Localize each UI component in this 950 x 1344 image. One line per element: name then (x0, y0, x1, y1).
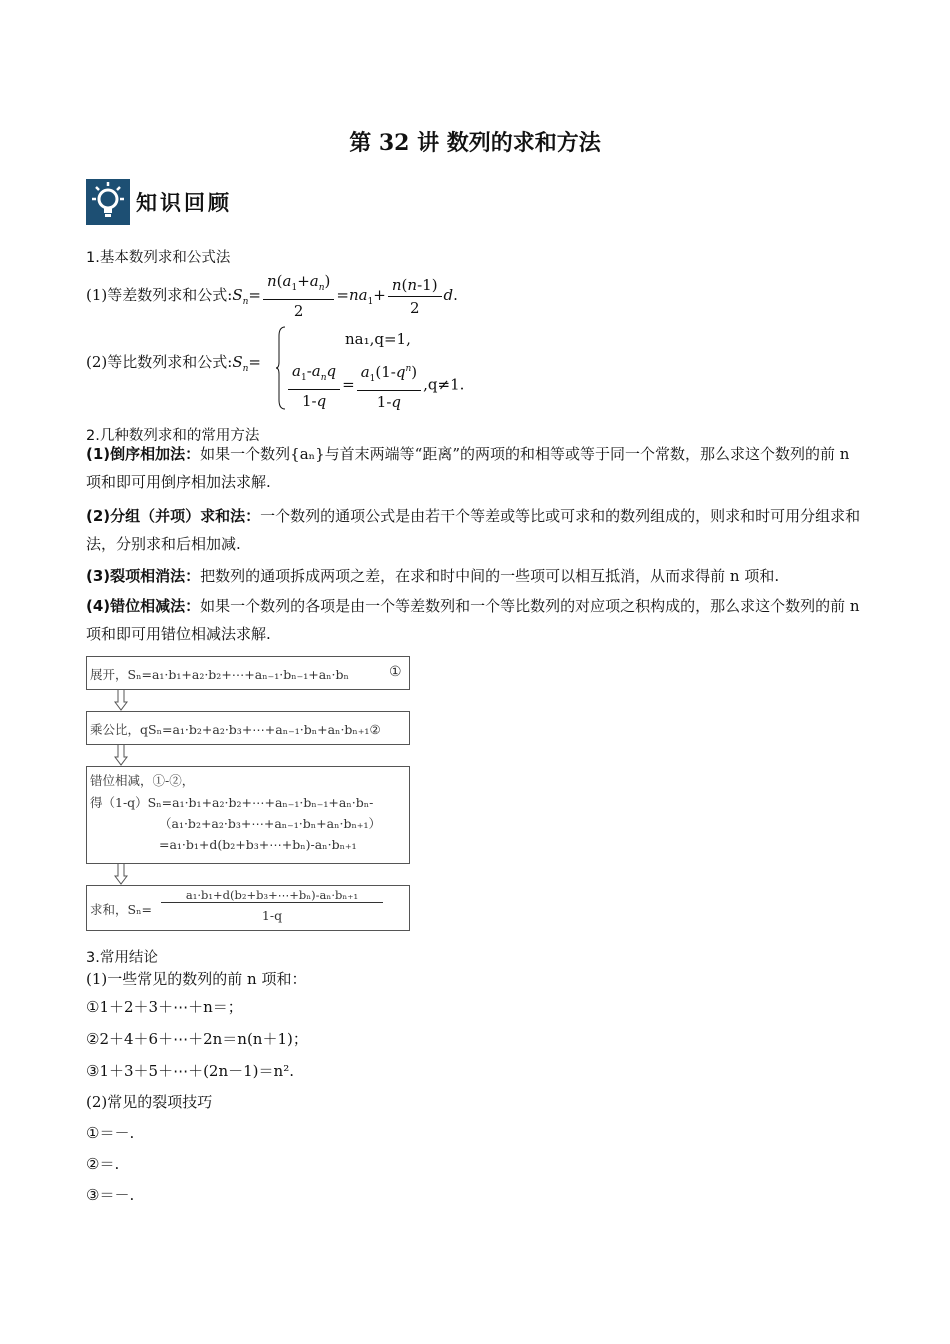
split-tips-intro: (2)常见的裂项技巧 (86, 1093, 213, 1111)
method-group-sum (86, 502, 866, 558)
flow-box4-denominator: 1-q (261, 908, 283, 923)
flow-box-expand (86, 656, 410, 690)
method-reverse-add (86, 440, 866, 496)
section-banner (86, 178, 232, 226)
method-shift-subtract (86, 592, 866, 648)
split-tip-3: ③＝－. (86, 1186, 135, 1204)
flow-box3-line2: 得（1-q）Sₙ=a₁·b₁+a₂·b₂+⋯+aₙ₋₁·bₙ₋₁+aₙ·bₙ- (90, 795, 374, 810)
flow-box-result (86, 885, 410, 931)
method4-text: 如果一个数列的各项是由一个等差数列和一个等比数列的对应项之积构成的，那么求这个数列的前 n 项和即可用错位相减法求解. (86, 597, 860, 643)
flow-box-multiply (86, 711, 410, 745)
down-arrow-icon (114, 863, 128, 885)
sum-natural: ①1＋2＋3＋⋯＋n＝； (86, 998, 243, 1016)
arith-prefix: (1)等差数列求和公式: (86, 286, 233, 304)
sum-even: ②2＋4＋6＋⋯＋2n＝n(n＋1)； (86, 1030, 308, 1048)
banner-label: 知识回顾 (136, 191, 232, 215)
section1-heading: 1.基本数列求和公式法 (86, 250, 231, 266)
flow-box3-line4: =a₁·b₁+d(b₂+b₃+⋯+bₙ)-aₙ·bₙ₊₁ (159, 837, 357, 852)
common-sums-intro: (1)一些常见的数列的前 n 项和： (86, 970, 307, 988)
flow-box1-mark: ① (389, 664, 402, 680)
flow-box4-numerator: a₁·b₁+d(b₂+b₃+⋯+bₙ)-aₙ·bₙ₊₁ (161, 888, 383, 903)
flow-box4-prefix: 求和，Sₙ= (90, 902, 152, 917)
flow-box-subtract (86, 766, 410, 864)
flow-box1-text: 展开，Sₙ=a₁·b₁+a₂·b₂+⋯+aₙ₋₁·bₙ₋₁+aₙ·bₙ (90, 667, 349, 682)
split-tip-2: ②＝. (86, 1155, 120, 1173)
down-arrow-icon (114, 689, 128, 711)
lightbulb-icon (86, 179, 130, 225)
flow-box3-line3: （a₁·b₂+a₂·b₃+⋯+aₙ₋₁·bₙ+aₙ·bₙ₊₁） (159, 816, 381, 831)
method2-label: (2)分组（并项）求和法： (86, 507, 261, 525)
method4-label: (4)错位相减法： (86, 597, 201, 615)
method3-label: (3)裂项相消法： (86, 567, 201, 585)
down-arrow-icon (114, 744, 128, 766)
method2-text: 一个数列的通项公式是由若干个等差或等比或可求和的数列组成的，则求和时可用分组求和法，分别求和后相加减. (86, 507, 861, 553)
geo-sum-prefix: (2)等比数列求和公式$:S_n=$ (86, 353, 261, 374)
sum-odd: ③1＋3＋5＋⋯＋(2n－1)＝n². (86, 1062, 294, 1080)
arith-sum-formula: (1)等差数列求和公式$:S_n=$ $\frac{n(a_1+a_n)}{2}$ $=na_1+$ $\frac{n(n-1)}{2}$ d. (86, 272, 458, 320)
method1-label: (1)倒序相加法： (86, 445, 201, 463)
section2-heading: 2.几种数列求和的常用方法 (86, 428, 260, 444)
split-tip-1: ①＝－. (86, 1124, 135, 1142)
geo-case-qne1: $\frac{a_1-a_nq}{1-q}$ = $\frac{a_1(1-q^n)}{1-q}$ ,q≠1. (286, 358, 464, 413)
method-telescoping (86, 562, 866, 590)
method1-text: 如果一个数列{aₙ}与首末两端等“距离”的两项的和相等或等于同一个常数，那么求这个数列的前 n 项和即可用倒序相加法求解. (86, 445, 850, 491)
geo-case-tail: ,q≠1. (423, 375, 465, 394)
geo-case-q1: na₁,q=1, (345, 330, 411, 348)
section3-heading: 3.常用结论 (86, 950, 158, 966)
method3-text: 把数列的通项拆成两项之差，在求和时中间的一些项可以相互抵消，从而求得前 n 项和. (200, 567, 780, 585)
page-title: 第 32 讲 数列的求和方法 (349, 130, 601, 156)
flow-box3-line1: 错位相减，①-②， (90, 773, 195, 788)
geo-prefix: (2)等比数列求和公式: (86, 353, 233, 371)
brace-icon (276, 326, 286, 410)
flow-box2-text: 乘公比，qSₙ=a₁·b₂+a₂·b₃+⋯+aₙ₋₁·bₙ+aₙ·bₙ₊₁② (90, 722, 381, 737)
